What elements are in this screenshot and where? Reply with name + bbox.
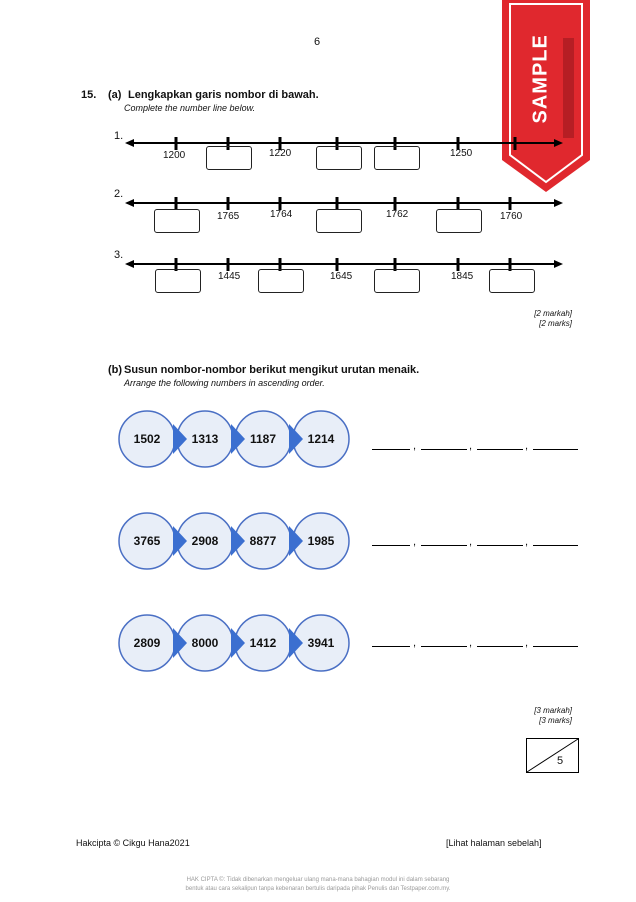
line-3-answer-box-c[interactable]: [374, 269, 420, 293]
line-1-label-a: 1200: [163, 150, 186, 161]
line-1-answer-box-c[interactable]: [374, 146, 420, 170]
line-3-label-a: 1445: [218, 271, 241, 282]
score-box-total: 5: [557, 755, 564, 767]
row-3-comma-1: ,: [413, 637, 417, 649]
page-number: 6: [314, 36, 321, 48]
line-1-answer-box-b[interactable]: [316, 146, 362, 170]
row-3-comma-3: ,: [525, 637, 529, 649]
footer-next-page: [Lihat halaman sebelah]: [446, 838, 542, 848]
line-2-label-a: 1765: [217, 211, 240, 222]
number-line-2-label: 2.: [114, 188, 124, 200]
row-3-number-1: 2809: [133, 636, 161, 650]
line-1-answer-box-a[interactable]: [206, 146, 252, 170]
row-3-blank-3[interactable]: [477, 646, 523, 647]
row-1-blank-4[interactable]: [533, 449, 578, 450]
footer-copyright: Hakcipta © Cikgu Hana2021: [76, 838, 190, 848]
row-3-number-2: 8000: [191, 636, 219, 650]
row-2-number-2: 2908: [191, 534, 219, 548]
row-3-comma-2: ,: [469, 637, 473, 649]
line-3-label-b: 1645: [330, 271, 353, 282]
row-1-number-3: 1187: [249, 432, 277, 446]
row-1-blank-2[interactable]: [421, 449, 467, 450]
part-b-marks-en: [3 marks]: [539, 716, 572, 725]
line-2-answer-box-a[interactable]: [154, 209, 200, 233]
row-3-blank-4[interactable]: [533, 646, 578, 647]
line-3-answer-box-a[interactable]: [155, 269, 201, 293]
row-1-comma-3: ,: [525, 440, 529, 452]
line-2-answer-box-c[interactable]: [436, 209, 482, 233]
line-3-label-c: 1845: [451, 271, 474, 282]
footer-fine-print-1: HAK CIPTA ©: Tidak dibenarkan mengeluar ulang mana-mana bahagian modul ini dalam sebarang: [186, 877, 450, 883]
row-3-blank-2[interactable]: [421, 646, 467, 647]
row-1-comma-2: ,: [469, 440, 473, 452]
line-3-answer-box-d[interactable]: [489, 269, 535, 293]
row-2-blank-1[interactable]: [372, 545, 410, 546]
row-1-blank-1[interactable]: [372, 449, 410, 450]
score-box: [526, 738, 580, 774]
line-1-label-c: 1250: [450, 148, 473, 159]
part-a-label: (a): [108, 89, 122, 101]
part-b-subtitle: Arrange the following numbers in ascending order.: [124, 378, 325, 388]
number-line-3-label: 3.: [114, 249, 124, 261]
line-2-label-d: 1760: [500, 211, 523, 222]
row-2-number-4: 1985: [307, 534, 335, 548]
part-a-marks-ms: [2 markah]: [534, 309, 572, 318]
part-a-title: Lengkapkan garis nombor di bawah.: [128, 89, 319, 101]
row-3-blank-1[interactable]: [372, 646, 410, 647]
row-2-comma-1: ,: [413, 536, 417, 548]
line-2-label-c: 1762: [386, 209, 409, 220]
watermark-band: [563, 38, 574, 138]
row-2-blank-2[interactable]: [421, 545, 467, 546]
part-b-title: Susun nombor-nombor berikut mengikut urutan menaik.: [124, 364, 420, 376]
watermark-text: SAMPLE: [529, 34, 552, 124]
footer-fine-print-2: bentuk atau cara sekalipun tanpa kebenaran bertulis daripada pihak Penulis dan Testpaper.com.my.: [185, 886, 451, 892]
row-2-blank-4[interactable]: [533, 545, 578, 546]
row-2-comma-3: ,: [525, 536, 529, 548]
part-a-subtitle: Complete the number line below.: [124, 103, 256, 113]
line-2-label-b: 1764: [270, 209, 293, 220]
line-2-answer-box-b[interactable]: [316, 209, 362, 233]
part-b-label: (b): [108, 364, 123, 376]
row-1-blank-3[interactable]: [477, 449, 523, 450]
line-3-answer-box-b[interactable]: [258, 269, 304, 293]
line-1-label-b: 1220: [269, 148, 292, 159]
row-3-number-4: 3941: [307, 636, 335, 650]
question-number: 15.: [81, 89, 97, 101]
row-3-number-3: 1412: [249, 636, 277, 650]
row-1-comma-1: ,: [413, 440, 417, 452]
row-2-number-1: 3765: [133, 534, 161, 548]
row-1-number-1: 1502: [133, 432, 161, 446]
row-1-number-4: 1214: [307, 432, 335, 446]
row-2-blank-3[interactable]: [477, 545, 523, 546]
row-2-number-3: 8877: [249, 534, 277, 548]
row-1-number-2: 1313: [191, 432, 219, 446]
row-2-comma-2: ,: [469, 536, 473, 548]
number-line-1-label: 1.: [114, 130, 124, 142]
part-b-marks-ms: [3 markah]: [534, 706, 572, 715]
part-a-marks-en: [2 marks]: [539, 319, 572, 328]
